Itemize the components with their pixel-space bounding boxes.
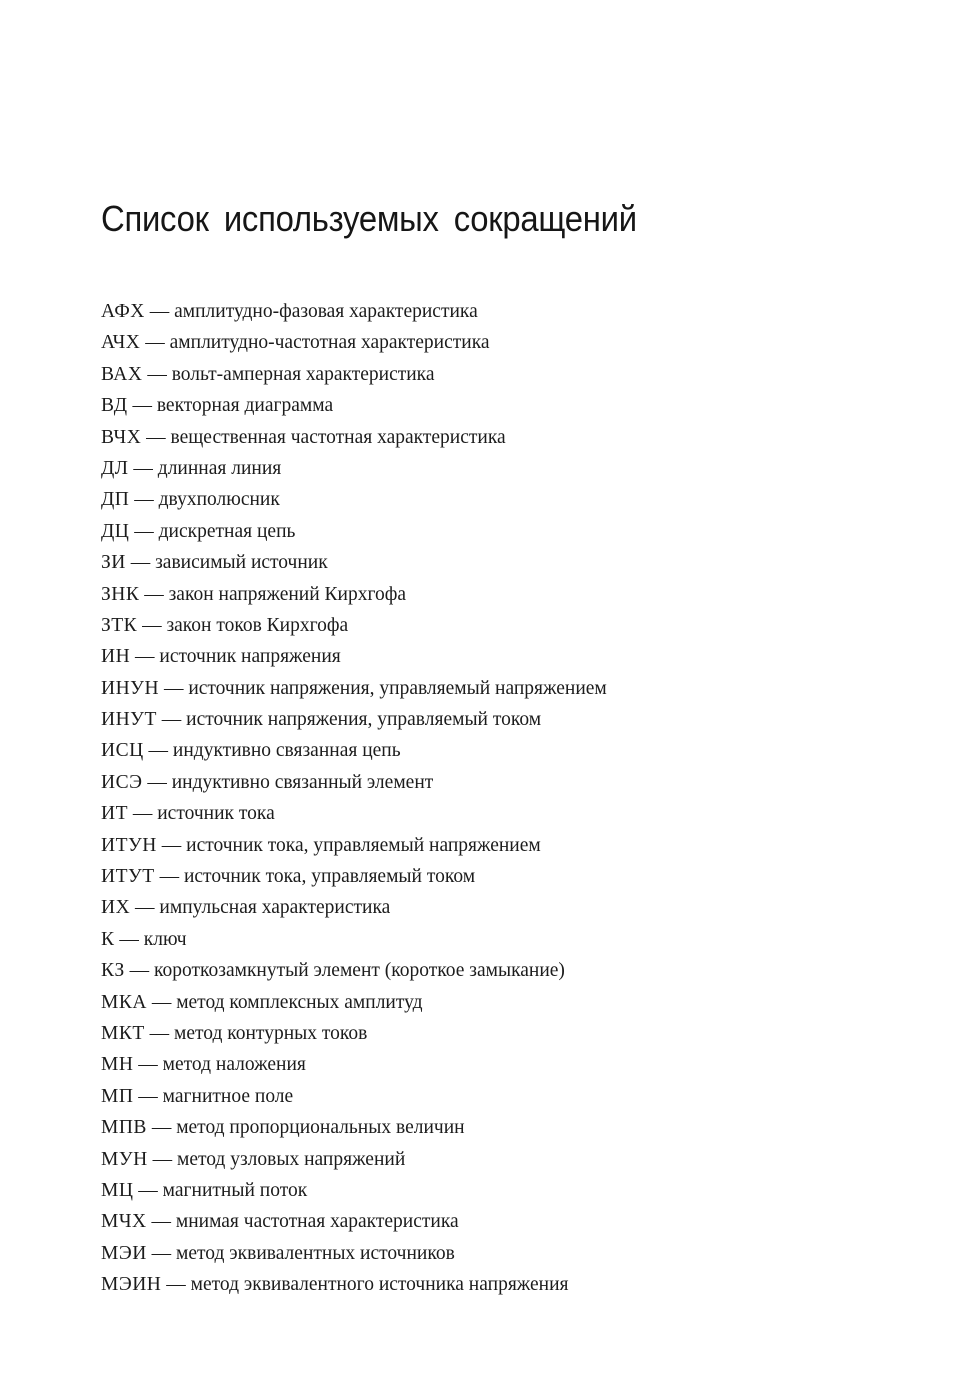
abbreviation-separator: — [156, 709, 187, 731]
abbreviation-item [101, 327, 607, 358]
abbreviation-term: ИНУТ [101, 709, 157, 731]
abbreviation-term: ИСЦ [101, 740, 144, 762]
abbreviation-separator: — [147, 1148, 177, 1170]
abbreviation-item [101, 1081, 607, 1112]
abbreviation-separator: — [129, 489, 159, 511]
abbreviation-term: ВД [101, 395, 128, 417]
abbreviation-item [101, 1049, 607, 1080]
abbreviation-definition: индуктивно связанная цепь [172, 740, 401, 762]
abbreviation-definition: закон напряжений Кирхгофа [168, 583, 407, 605]
abbreviation-item [101, 1175, 607, 1206]
abbreviation-definition: векторная диаграмма [156, 395, 334, 417]
abbreviation-definition: импульсная характеристика [159, 897, 391, 919]
abbreviation-term: АЧХ [101, 332, 141, 354]
abbreviation-separator: — [133, 1085, 163, 1107]
abbreviation-separator: — [130, 646, 160, 668]
abbreviation-item [101, 704, 607, 735]
abbreviation-term: МКТ [101, 1022, 145, 1044]
abbreviation-definition: закон токов Кирхгофа [166, 614, 349, 636]
abbreviation-item [101, 1144, 607, 1175]
abbreviation-item [101, 516, 607, 547]
abbreviation-definition: источник напряжения [159, 646, 341, 668]
abbreviation-definition: метод узловых напряжений [176, 1148, 406, 1170]
abbreviation-item [101, 1112, 607, 1143]
abbreviation-separator: — [133, 1179, 163, 1201]
abbreviation-definition: метод наложения [162, 1054, 306, 1076]
abbreviation-definition: дискретная цепь [158, 520, 296, 542]
abbreviation-definition: метод эквивалентного источника напряжения [190, 1274, 569, 1296]
abbreviation-term: МЦ [101, 1179, 134, 1201]
abbreviation-item [101, 1018, 607, 1049]
abbreviation-separator: — [154, 866, 184, 888]
abbreviation-term: ЗНК [101, 583, 140, 605]
abbreviation-term: К [101, 928, 115, 950]
abbreviation-term: АФХ [101, 301, 145, 322]
abbreviation-term: ИТУН [101, 834, 157, 856]
abbreviation-item [101, 1269, 607, 1300]
abbreviation-definition: вещественная частотная характеристика [170, 426, 506, 448]
abbreviation-item [101, 1238, 607, 1269]
abbreviation-item [101, 830, 607, 861]
abbreviation-separator: — [143, 740, 173, 762]
abbreviation-item [101, 767, 607, 798]
abbreviation-separator: — [128, 803, 158, 825]
abbreviation-term: КЗ [101, 960, 125, 982]
abbreviation-separator: — [128, 457, 158, 479]
abbreviation-item [101, 924, 607, 955]
abbreviation-separator: — [129, 520, 159, 542]
abbreviation-separator: — [140, 332, 170, 354]
abbreviation-separator: — [142, 363, 172, 385]
abbreviation-term: ИН [101, 646, 131, 668]
abbreviation-definition: метод пропорциональных величин [176, 1117, 465, 1139]
abbreviation-term: ИНУН [101, 677, 160, 699]
abbreviation-definition: амплитудно-частотная характеристика [169, 332, 490, 354]
abbreviation-term: ДП [101, 489, 130, 511]
abbreviation-term: ЗТК [101, 614, 138, 636]
abbreviation-separator: — [141, 426, 171, 448]
abbreviation-item [101, 673, 607, 704]
abbreviation-definition: метод комплексных амплитуд [176, 991, 423, 1013]
abbreviation-definition: источник тока, управляемый напряжением [186, 834, 541, 856]
abbreviation-item [101, 296, 607, 327]
abbreviation-separator: — [130, 897, 160, 919]
abbreviation-item [101, 422, 607, 453]
abbreviation-definition: двухполюсник [158, 489, 280, 511]
abbreviation-separator: — [124, 960, 155, 982]
abbreviation-definition: магнитное поле [162, 1085, 294, 1107]
abbreviation-term: ИХ [101, 897, 131, 919]
abbreviation-term: МП [101, 1085, 134, 1107]
abbreviation-definition: метод эквивалентных источников [176, 1242, 455, 1264]
abbreviation-item [101, 861, 607, 892]
abbreviation-term: МЭИН [101, 1274, 162, 1296]
abbreviation-term: ДЦ [101, 520, 130, 542]
abbreviation-definition: источник напряжения, управляемый напряжением [188, 677, 607, 699]
abbreviation-term: ВЧХ [101, 426, 142, 448]
abbreviation-definition: магнитный поток [162, 1179, 308, 1201]
abbreviation-separator: — [125, 552, 156, 574]
abbreviation-separator: — [127, 395, 157, 417]
abbreviation-item [101, 641, 607, 672]
abbreviation-separator: — [146, 1242, 177, 1264]
abbreviation-separator: — [146, 1117, 177, 1139]
abbreviation-separator: — [139, 583, 169, 605]
abbreviation-term: ДЛ [101, 457, 129, 479]
abbreviation-definition: ключ [143, 928, 187, 950]
abbreviation-term: ЗИ [101, 552, 126, 574]
abbreviation-term: МПВ [101, 1117, 147, 1139]
abbreviation-definition: амплитудно-фазовая характеристика [174, 301, 478, 322]
abbreviation-definition: мнимая частотная характеристика [175, 1211, 459, 1233]
abbreviation-item [101, 547, 607, 578]
abbreviation-separator: — [137, 614, 167, 636]
abbreviation-definition: источник напряжения, управляемый током [186, 709, 542, 731]
abbreviation-item [101, 390, 607, 421]
abbreviation-item [101, 453, 607, 484]
abbreviation-term: МЧХ [101, 1211, 147, 1233]
abbreviation-definition: вольт-амперная характеристика [171, 363, 435, 385]
abbreviation-separator: — [144, 1022, 175, 1044]
abbreviation-list [101, 296, 607, 1301]
abbreviation-separator: — [161, 1274, 191, 1296]
abbreviation-definition: источник тока, управляемый током [183, 866, 476, 888]
abbreviation-definition: метод контурных токов [174, 1022, 368, 1044]
abbreviation-term: МУН [101, 1148, 148, 1170]
abbreviation-separator: — [133, 1054, 163, 1076]
abbreviation-separator: — [159, 677, 189, 699]
abbreviation-separator: — [142, 771, 172, 793]
abbreviation-item [101, 359, 607, 390]
abbreviation-item [101, 892, 607, 923]
abbreviation-term: МН [101, 1054, 134, 1076]
abbreviation-item [101, 484, 607, 515]
abbreviation-item [101, 1206, 607, 1237]
abbreviation-separator: — [146, 991, 177, 1013]
abbreviation-item [101, 987, 607, 1018]
abbreviation-definition: короткозамкнутый элемент (короткое замыкание) [154, 960, 565, 982]
abbreviation-definition: индуктивно связанный элемент [171, 771, 434, 793]
abbreviation-term: ИТУТ [101, 866, 155, 888]
abbreviation-term: ИСЭ [101, 771, 143, 793]
abbreviation-separator: — [146, 1211, 176, 1233]
abbreviation-item [101, 735, 607, 766]
abbreviation-separator: — [114, 928, 144, 950]
abbreviation-separator: — [144, 301, 175, 322]
abbreviation-term: ВАХ [101, 363, 143, 385]
abbreviation-term: МКА [101, 991, 147, 1013]
abbreviation-item [101, 955, 607, 986]
abbreviation-term: МЭИ [101, 1242, 147, 1264]
abbreviation-item [101, 798, 607, 829]
abbreviation-definition: зависимый источник [155, 552, 328, 574]
abbreviation-item [101, 579, 607, 610]
abbreviation-item [101, 610, 607, 641]
abbreviation-separator: — [156, 834, 187, 856]
abbreviation-definition: длинная линия [157, 457, 282, 479]
abbreviation-term: ИТ [101, 803, 128, 825]
page-title: Список используемых сокращений [101, 198, 637, 239]
abbreviation-definition: источник тока [157, 803, 275, 825]
